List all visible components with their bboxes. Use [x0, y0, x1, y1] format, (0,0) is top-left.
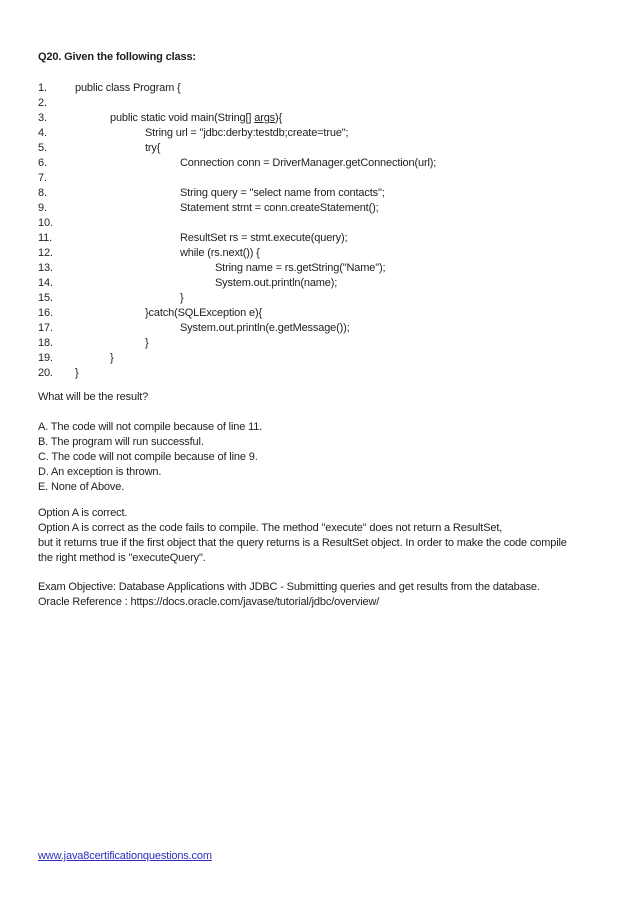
code-line-number: 8.: [38, 187, 47, 199]
question-prompt: What will be the result?: [38, 391, 149, 403]
code-line-text: }: [75, 367, 79, 379]
code-line-number: 17.: [38, 322, 53, 334]
explanation-line: but it returns true if the first object that the query returns is a ResultSet object. In order to make the code compile: [38, 537, 567, 549]
code-line-text: while (rs.next()) {: [180, 247, 260, 259]
code-line: [38, 201, 600, 216]
code-line: [38, 216, 600, 231]
oracle-reference: Oracle Reference : https://docs.oracle.com/javase/tutorial/jdbc/overview/: [38, 596, 380, 608]
code-line: [38, 336, 600, 351]
code-line: [38, 231, 600, 246]
code-line-number: 11.: [38, 232, 53, 244]
code-line: [38, 306, 600, 321]
code-line-number: 1.: [38, 82, 47, 94]
code-line-text: Connection conn = DriverManager.getConnection(url);: [180, 157, 437, 169]
explanation-block: [38, 506, 600, 566]
code-line-number: 16.: [38, 307, 53, 319]
answer-option: C. The code will not compile because of line 9.: [38, 451, 258, 463]
code-line-number: 4.: [38, 127, 47, 139]
code-line: [38, 351, 600, 366]
code-line-text: String url = "jdbc:derby:testdb;create=true";: [145, 127, 349, 139]
code-block: [38, 81, 600, 381]
answer-option: E. None of Above.: [38, 481, 125, 493]
explanation-line: Option A is correct as the code fails to compile. The method "execute" does not return a ResultSet,: [38, 522, 503, 534]
answer-options-list: [38, 420, 600, 495]
code-line-text: System.out.println(name);: [215, 277, 338, 289]
code-line-number: 18.: [38, 337, 53, 349]
code-line: [38, 156, 600, 171]
explanation-line: Option A is correct.: [38, 507, 128, 519]
code-line-text: }: [110, 352, 114, 364]
code-line-text: ResultSet rs = stmt.execute(query);: [180, 232, 348, 244]
code-line: [38, 291, 600, 306]
code-line-text: try{: [145, 142, 161, 154]
code-line-text: String query = "select name from contacts";: [180, 187, 385, 199]
code-line: [38, 246, 600, 261]
underlined-token: args: [254, 112, 276, 124]
code-line: [38, 141, 600, 156]
code-line-text: String name = rs.getString("Name");: [215, 262, 386, 274]
references-block: [38, 580, 600, 610]
exam-objective: Exam Objective: Database Applications with JDBC - Submitting queries and get results from the database.: [38, 581, 540, 593]
code-line-number: 13.: [38, 262, 53, 274]
answer-option: A. The code will not compile because of line 11.: [38, 421, 263, 433]
code-line-number: 7.: [38, 172, 47, 184]
code-line-text: }catch(SQLException e){: [145, 307, 263, 319]
code-line-number: 14.: [38, 277, 53, 289]
code-line-text: }: [145, 337, 149, 349]
code-line-text: public static void main(String[] args){: [110, 112, 283, 124]
code-line: [38, 186, 600, 201]
code-line: [38, 261, 600, 276]
code-line: [38, 171, 600, 186]
code-line-number: 20.: [38, 367, 53, 379]
code-line-text: public class Program {: [75, 82, 181, 94]
code-line-number: 12.: [38, 247, 53, 259]
code-line-number: 15.: [38, 292, 53, 304]
code-line-number: 10.: [38, 217, 53, 229]
code-line: [38, 276, 600, 291]
code-line: [38, 126, 600, 141]
footer-website-link[interactable]: www.java8certificationquestions.com: [38, 850, 212, 862]
code-line: [38, 81, 600, 96]
code-line: [38, 111, 600, 126]
code-line-number: 6.: [38, 157, 47, 169]
code-line-text: System.out.println(e.getMessage());: [180, 322, 350, 334]
answer-option: B. The program will run successful.: [38, 436, 204, 448]
code-line-number: 5.: [38, 142, 47, 154]
code-line-number: 2.: [38, 97, 47, 109]
code-line-text: }: [180, 292, 184, 304]
code-line: [38, 96, 600, 111]
code-line-number: 19.: [38, 352, 53, 364]
explanation-line: the right method is "executeQuery".: [38, 552, 206, 564]
question-header: Q20. Given the following class:: [38, 51, 196, 63]
answer-option: D. An exception is thrown.: [38, 466, 162, 478]
code-line-text: Statement stmt = conn.createStatement();: [180, 202, 379, 214]
code-line-number: 9.: [38, 202, 47, 214]
code-line-number: 3.: [38, 112, 47, 124]
code-line: [38, 366, 600, 381]
code-line: [38, 321, 600, 336]
